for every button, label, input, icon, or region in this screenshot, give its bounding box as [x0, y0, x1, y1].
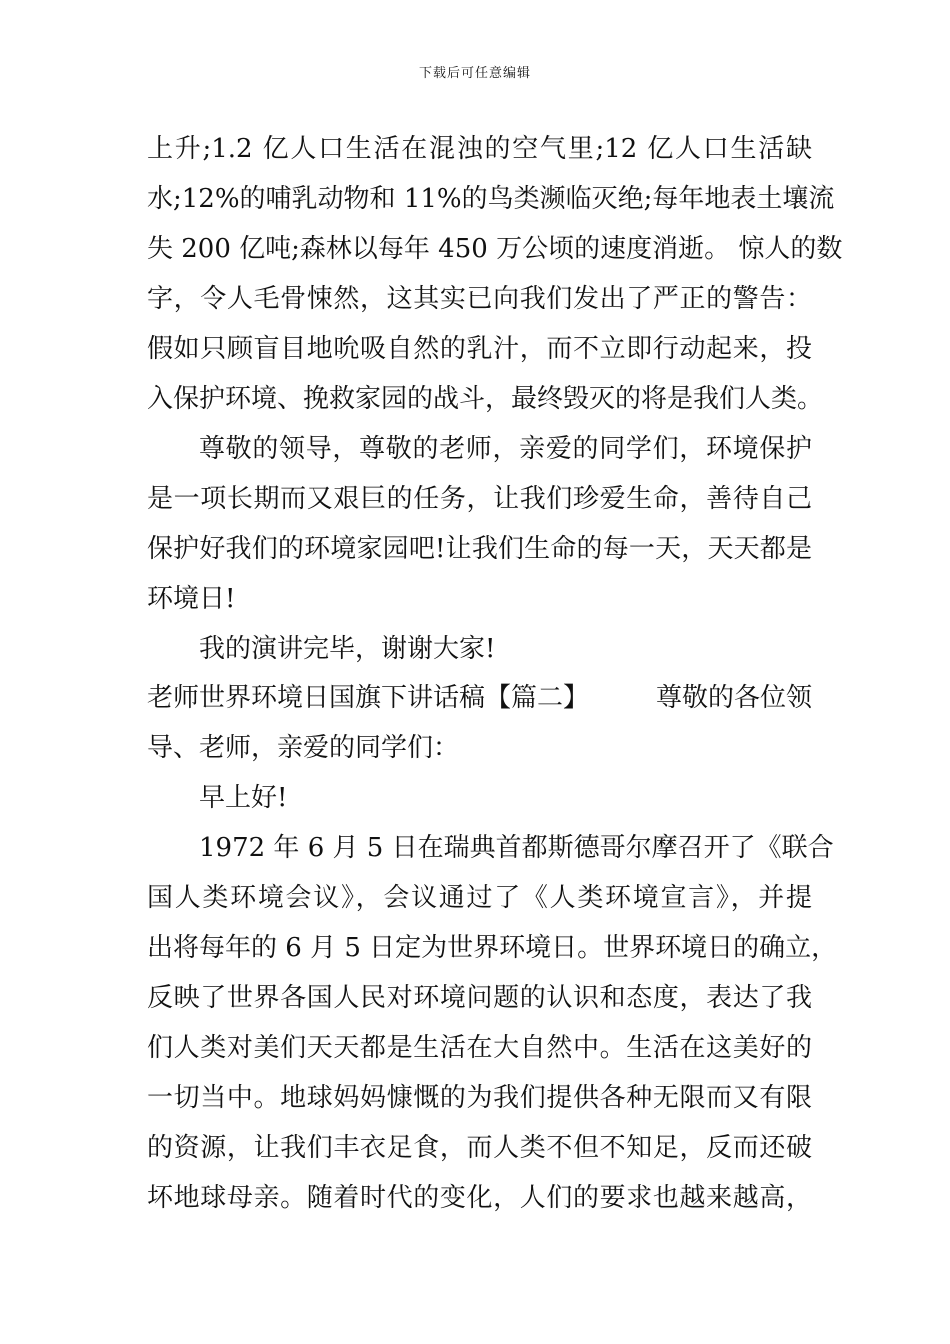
paragraph-line: 早上好!: [199, 783, 288, 813]
paragraph-line: 水;12%的哺乳动物和 11%的鸟类濒临灭绝;每年地表土壤流: [147, 184, 835, 214]
page-header: 下载后可任意编辑: [418, 66, 531, 81]
section-heading-line: [147, 679, 812, 717]
paragraph-line: 尊敬的领导，尊敬的老师，亲爱的同学们，环境保护: [199, 434, 812, 464]
paragraph-line: 国人类环境会议》，会议通过了《人类环境宣言》，并提: [147, 883, 812, 913]
paragraph-line: 失 200 亿吨;森林以每年 450 万公顷的速度消逝。 惊人的数: [147, 234, 843, 264]
paragraph-line: 保护好我们的环境家园吧!让我们生命的每一天，天天都是: [147, 534, 812, 564]
paragraph-line: 的资源，让我们丰衣足食，而人类不但不知足，反而还破: [147, 1133, 812, 1163]
paragraph-line: 出将每年的 6 月 5 日定为世界环境日。世界环境日的确立，: [147, 933, 838, 963]
paragraph-line: 导、老师，亲爱的同学们：: [147, 733, 460, 763]
paragraph-line: 假如只顾盲目地吮吸自然的乳汁，而不立即行动起来，投: [147, 334, 812, 364]
paragraph-line: 一切当中。地球妈妈慷慨的为我们提供各种无限而又有限: [147, 1083, 812, 1113]
paragraph-line: 我的演讲完毕，谢谢大家!: [199, 634, 496, 664]
paragraph-line: 反映了世界各国人民对环境问题的认识和态度，表达了我: [147, 983, 812, 1013]
paragraph-line: 环境日!: [147, 584, 236, 614]
section-continuation: 尊敬的各位领: [655, 683, 812, 713]
paragraph-line: 们人类对美们天天都是生活在大自然中。生活在这美好的: [147, 1033, 812, 1063]
paragraph-line: 字，令人毛骨悚然，这其实已向我们发出了严正的警告：: [147, 284, 812, 314]
paragraph-line: 入保护环境、挽救家园的战斗，最终毁灭的将是我们人类。: [147, 384, 824, 414]
paragraph-line: 1972 年 6 月 5 日在瑞典首都斯德哥尔摩召开了《联合: [199, 833, 834, 863]
paragraph-line: 坏地球母亲。随着时代的变化，人们的要求也越来越高，: [147, 1183, 812, 1213]
paragraph-line: 上升;1.2 亿人口生活在混浊的空气里;12 亿人口生活缺: [147, 134, 812, 164]
section-title: 老师世界环境日国旗下讲话稿【篇二】: [147, 683, 590, 713]
paragraph-line: 是一项长期而又艰巨的任务，让我们珍爱生命，善待自己: [147, 484, 812, 514]
